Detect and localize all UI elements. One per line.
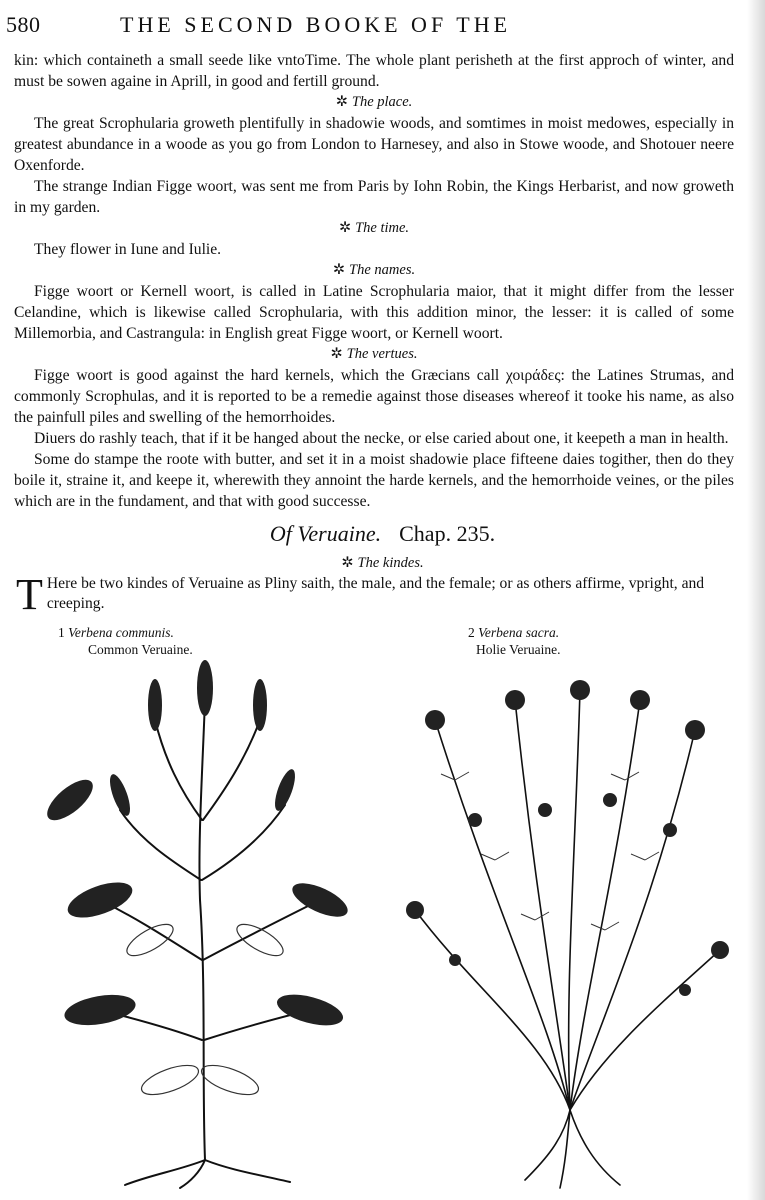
paragraph-health: Diuers do rashly teach, that if it be hanged about the necke, or else caried about one, it keepeth a man in health. [34,430,729,447]
paragraph-seed: kin: which containeth a small seede like vntoTime. The whole plant perisheth at the first approch of winter, and must be sowen againe in Aprill, in good and fertill ground. [14,52,734,90]
ornament-icon: ✲ [332,262,346,278]
chapter-number: Chap. 235. [399,521,496,546]
paragraph-remedy: Some do stampe the roote with butter, and set it in a moist shadowie place fifteene daies togither, then do they boile it, straine it, and keepe it, wherewith they annoint the harde kernels, and the hemorrhoide veines, or the piles which are in the fundament, and that with good successe. [14,451,734,510]
intro-text: Here be two kindes of Veruaine as Pliny saith, the male, and the female; or as others affirme, vpright, and creeping. [46,575,705,612]
paragraph-vertues: Figge woort is good against the hard kernels, which the Græcians call χοιράδες: the Latines Strumas, and commonly Scrophulas, and it is reported to be a remedie against those diseases whereof it tooke his name, as also the painfull piles and swelling of the hemorrhoides. [14,367,734,426]
page-number: 580 [6,12,41,37]
paragraph-indian-figwort: The strange Indian Figge woort, was sent me from Paris by Iohn Robin, the Kings Herbarist, and now groweth in my garden. [14,178,734,216]
drop-capital: T [16,570,43,619]
figure-number: 2 [468,625,475,640]
figure-latin-name: Verbena sacra. [478,625,560,640]
figure-caption-2 [468,624,560,658]
figure-english-name: Common Veruaine. [88,642,193,657]
figure-caption-1 [58,624,193,658]
running-title: THE SECOND BOOKE OF THE [120,12,512,37]
ornament-icon: ✲ [330,346,343,362]
chapter-intro [16,570,731,619]
figure-latin-name: Verbena communis. [68,625,174,640]
heading-place: ✲ The place. [335,94,413,110]
chapter-name: Of Veruaine. [269,521,382,546]
holy-vervain-woodcut [395,660,735,1190]
heading-names: ✲ The names. [332,262,416,278]
common-vervain-woodcut [30,660,360,1190]
page-gutter-shadow [747,0,765,1200]
ornament-icon: ✲ [335,94,348,110]
page-header [0,6,765,42]
heading-time: ✲ The time. [338,220,410,236]
ornament-icon: ✲ [338,220,352,236]
heading-vertues: ✲ The vertues. [330,346,418,362]
chapter-title [0,521,765,547]
ornament-icon: ✲ [341,555,354,571]
paragraph-place: The great Scrophularia groweth plentifully in shadowie woods, and somtimes in moist medowes, especially in greatest abundance in a woode as you go from London to Harnesey, and also in Stowe woode, and Shotouer neere Oxenforde. [14,115,734,174]
body-text [14,50,734,512]
paragraph-time: They flower in Iune and Iulie. [34,241,222,258]
figure-english-name: Holie Veruaine. [476,642,561,657]
heading-kindes: ✲ The kindes. [341,555,424,571]
paragraph-names: Figge woort or Kernell woort, is called in Latine Scrophularia maior, that it might differ from the lesser Celandine, which is likewise called Scrophularia, with this addition minor, the lesser: it is called of some Millemorbia, and Castrangula: in English great Figge woort, or Kernell woort. [14,283,734,342]
figure-number: 1 [58,625,65,640]
